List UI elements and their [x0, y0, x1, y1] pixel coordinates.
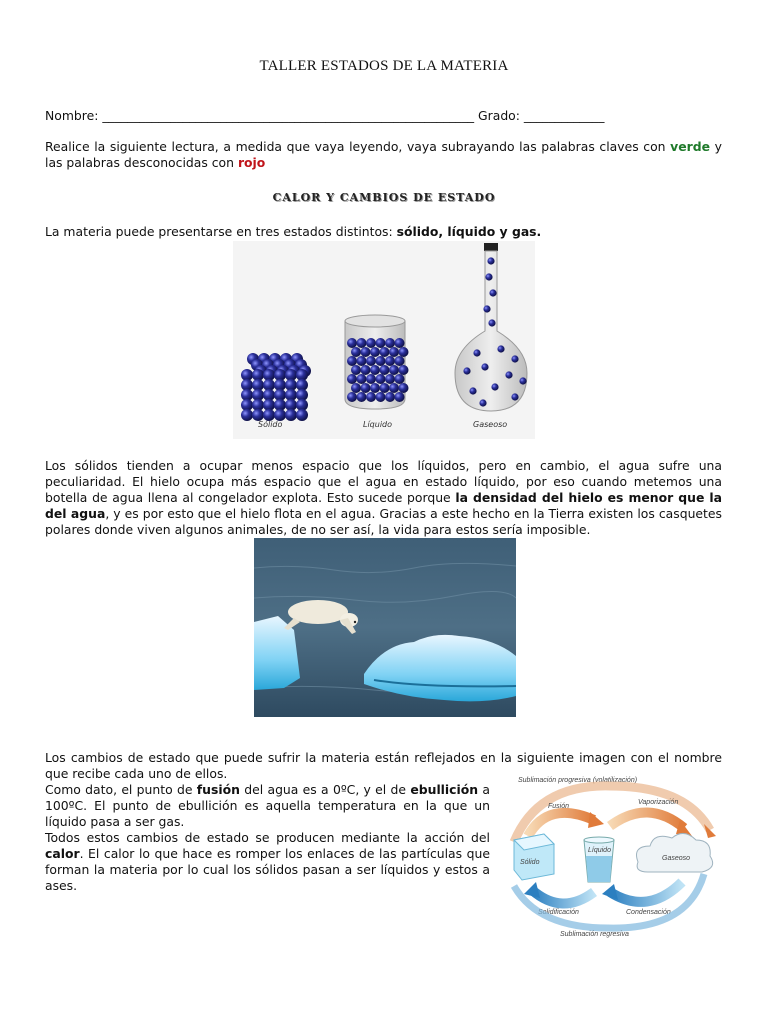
- molecule-ball: [361, 383, 371, 393]
- molecule-ball: [361, 347, 371, 357]
- liquid-beaker: [345, 315, 409, 409]
- molecule-ball: [296, 409, 308, 421]
- molecule-ball: [357, 338, 367, 348]
- label-solido: Sólido: [258, 420, 283, 429]
- intro-paragraph: [45, 224, 725, 240]
- molecule-ball: [385, 338, 395, 348]
- molecule-ball: [479, 399, 486, 406]
- molecule-ball: [399, 383, 409, 393]
- calor-text: Todos estos cambios de estado se producen mediante la acción del: [45, 830, 490, 845]
- ice-cube-icon: [514, 834, 554, 880]
- fusion-text: Como dato, el punto de: [45, 782, 197, 797]
- molecule-ball: [463, 367, 470, 374]
- vaporization-label: Vaporización: [638, 799, 679, 806]
- molecule-ball: [370, 365, 380, 375]
- molecule-ball: [473, 349, 480, 356]
- solidification-label: Solidificación: [538, 909, 579, 916]
- molecule-ball: [366, 374, 376, 384]
- water-glass-icon: [584, 837, 614, 882]
- molecule-ball: [376, 338, 386, 348]
- molecule-ball: [389, 383, 399, 393]
- instructions: [45, 139, 722, 171]
- molecule-ball: [241, 409, 253, 421]
- molecule-ball: [370, 383, 380, 393]
- molecule-ball: [347, 338, 357, 348]
- density-text-1: Los sólidos tienden a ocupar menos espacio que los líquidos, pero en cambio, el agua sufre una peculiaridad. El hielo ocupa más espacio que el agua en estado líquido, por eso cuando metemos una botella de agua llena al congelador explota. Esto sucede porque: [45, 458, 722, 505]
- molecule-ball: [357, 356, 367, 366]
- molecule-ball: [395, 338, 405, 348]
- density-paragraph: [45, 458, 722, 538]
- molecule-ball: [370, 347, 380, 357]
- molecule-ball: [505, 371, 512, 378]
- molecule-ball: [511, 355, 518, 362]
- molecule-ball: [385, 392, 395, 402]
- molecule-ball: [380, 365, 390, 375]
- molecule-ball: [366, 392, 376, 402]
- molecule-ball: [389, 365, 399, 375]
- top-label: Sublimación progresiva (volatilización): [518, 777, 638, 784]
- molecule-ball: [385, 356, 395, 366]
- molecule-ball: [399, 365, 409, 375]
- molecule-ball: [519, 377, 526, 384]
- molecule-ball: [395, 392, 405, 402]
- molecule-ball: [481, 363, 488, 370]
- nombre-label: Nombre:: [45, 108, 99, 123]
- polar-bear-photo: [254, 538, 516, 717]
- molecule-ball: [361, 365, 371, 375]
- label-liquido: Líquido: [363, 420, 393, 429]
- molecule-ball: [351, 383, 361, 393]
- state-change-diagram: [498, 770, 723, 938]
- boiling-text: a 100ºC. El punto de ebullición es aquella temperatura en la que un líquido pasa a ser gas.: [45, 782, 490, 829]
- red-word: rojo: [237, 155, 266, 170]
- grado-label: Grado:: [478, 108, 520, 123]
- section-heading: CALOR Y CAMBIOS DE ESTADO: [272, 191, 496, 204]
- page-title: TALLER ESTADOS DE LA MATERIA: [259, 58, 509, 74]
- molecule-ball: [399, 347, 409, 357]
- molecule-ball: [487, 257, 494, 264]
- gas-label: Gaseoso: [662, 855, 691, 862]
- molecule-ball: [389, 347, 399, 357]
- fusion-label: Fusión: [548, 803, 570, 810]
- molecule-ball: [483, 305, 490, 312]
- changes-paragraph: [45, 782, 490, 894]
- student-info-line: [45, 108, 735, 124]
- molecule-ball: [376, 392, 386, 402]
- molecule-ball: [497, 345, 504, 352]
- molecule-ball: [469, 387, 476, 394]
- calor-bold: calor: [45, 846, 80, 861]
- molecule-ball: [491, 383, 498, 390]
- molecule-ball: [395, 356, 405, 366]
- molecule-ball: [366, 338, 376, 348]
- molecule-ball: [380, 347, 390, 357]
- molecule-ball: [376, 374, 386, 384]
- molecule-ball: [357, 374, 367, 384]
- molecule-ball: [357, 392, 367, 402]
- states-of-matter-figure: [233, 241, 535, 439]
- grado-field[interactable]: _____________: [523, 108, 605, 123]
- ebullicion-bold: ebullición: [410, 782, 479, 797]
- molecule-ball: [285, 409, 297, 421]
- molecule-ball: [351, 347, 361, 357]
- molecule-ball: [488, 319, 495, 326]
- molecule-ball: [351, 365, 361, 375]
- bottom-label: Sublimación regresiva: [560, 931, 629, 938]
- green-word: verde: [670, 139, 711, 154]
- molecule-ball: [376, 356, 386, 366]
- condensation-label: Condensación: [626, 909, 671, 916]
- calor-text-2: . El calor lo que hace es romper los enlaces de las partículas que forman la materia por lo cual los sólidos pasan a ser líquidos y estos a ases.: [45, 846, 490, 893]
- molecule-ball: [511, 393, 518, 400]
- molecule-ball: [385, 374, 395, 384]
- molecule-ball: [347, 374, 357, 384]
- density-bold: la densidad del hielo es menor que la del agua: [45, 490, 722, 521]
- ebullicion-text: del agua es a 0ºC, y el de: [239, 782, 411, 797]
- solid-label: Sólido: [520, 859, 540, 866]
- instructions-text: Realice la siguiente lectura, a medida que vaya leyendo, vaya subrayando las palabras claves con: [45, 139, 671, 154]
- changes-paragraph-line: Los cambios de estado que puede sufrir la materia están reflejados en la siguiente imagen con el nombre que recibe cada uno de ellos.: [45, 750, 722, 781]
- molecule-ball: [489, 289, 496, 296]
- molecule-ball: [347, 356, 357, 366]
- molecule-ball: [347, 392, 357, 402]
- fusion-bold: fusión: [196, 782, 240, 797]
- liquid-label: Líquido: [588, 847, 611, 854]
- molecule-ball: [380, 383, 390, 393]
- molecule-ball: [395, 374, 405, 384]
- instructions-text-2: y las palabras desconocidas con: [45, 139, 722, 170]
- molecule-ball: [485, 273, 492, 280]
- intro-bold: sólido, líquido y gas.: [396, 224, 542, 239]
- density-text-2: , y es por esto que el hielo flota en el agua. Gracias a este hecho en la Tierra existen los casquetes polares donde viven algunos animales, de no ser así, la vida para estos sería imposible.: [45, 506, 722, 537]
- molecule-ball: [366, 356, 376, 366]
- label-gaseoso: Gaseoso: [473, 420, 508, 429]
- nombre-field[interactable]: ____________________________________________________________: [102, 108, 475, 123]
- intro-text: La materia puede presentarse en tres estados distintos:: [45, 224, 397, 239]
